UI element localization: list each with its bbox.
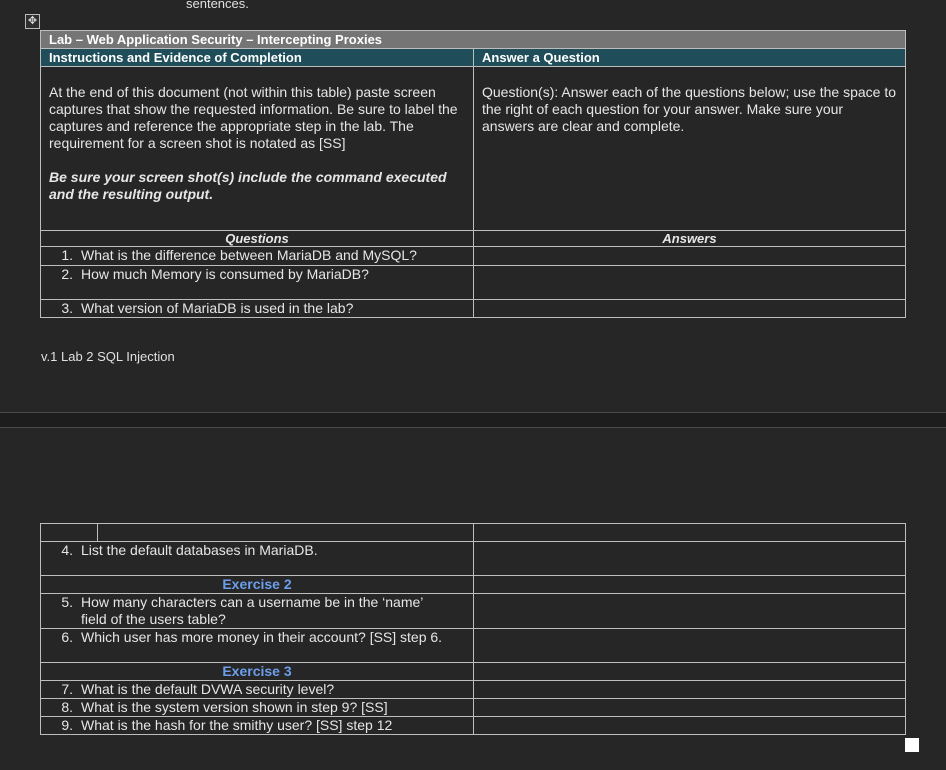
answer-cell-7[interactable]: [474, 681, 906, 699]
question-number: 5.: [61, 594, 73, 610]
question-cell-8[interactable]: [41, 699, 474, 717]
instructions-bold-text: Be sure your screen shot(s) include the command executed and the resulting output.: [49, 169, 447, 202]
table-row: [41, 542, 906, 576]
exercise-2-heading: Exercise 2: [41, 576, 474, 594]
instructions-header: Instructions and Evidence of Completion: [41, 49, 474, 67]
question-text: What is the hash for the smithy user? [SS] step 12: [81, 717, 393, 733]
table-row: [41, 629, 906, 663]
exercise-row: [41, 663, 906, 681]
question-number: 8.: [61, 699, 73, 715]
exercise-row: [41, 576, 906, 594]
blank-cell[interactable]: [474, 524, 906, 542]
question-cell-4[interactable]: [41, 542, 474, 576]
column-header-row: [41, 49, 906, 67]
answer-cell-blank[interactable]: [474, 576, 906, 594]
lab-table-continued: [40, 523, 906, 735]
instructions-cell[interactable]: [41, 67, 474, 231]
page-break: [0, 412, 946, 428]
answer-cell-blank[interactable]: [474, 663, 906, 681]
question-prompt-cell[interactable]: [474, 67, 906, 231]
table-resize-handle[interactable]: [905, 738, 919, 752]
answer-cell-1[interactable]: [474, 247, 906, 266]
answer-cell-2[interactable]: [474, 266, 906, 300]
answer-cell-3[interactable]: [474, 300, 906, 318]
answer-cell-4[interactable]: [474, 542, 906, 576]
table-title-row: [41, 31, 906, 49]
exercise-3-heading: Exercise 3: [41, 663, 474, 681]
question-prompt-text: Question(s): Answer each of the questions below; use the space to the right of each question for your answer. Make sure your answers are clear and complete.: [482, 84, 897, 134]
question-text: How many characters can a username be in the ‘name’ field of the users table?: [81, 594, 423, 627]
question-text: List the default databases in MariaDB.: [81, 542, 318, 558]
page-footer: v.1 Lab 2 SQL Injection: [41, 349, 175, 364]
instructions-row: [41, 67, 906, 231]
question-cell-2[interactable]: [41, 266, 474, 300]
table-row: [41, 266, 906, 300]
question-cell-7[interactable]: [41, 681, 474, 699]
answers-header: Answers: [474, 231, 906, 247]
answer-cell-6[interactable]: [474, 629, 906, 663]
question-text: How much Memory is consumed by MariaDB?: [81, 266, 369, 282]
table-row: [41, 300, 906, 318]
question-cell-3[interactable]: [41, 300, 474, 318]
previous-text-fragment: sentences.: [186, 0, 249, 11]
question-number: 4.: [61, 542, 73, 558]
question-number: 2.: [61, 266, 73, 282]
lab-table: [40, 30, 906, 318]
answer-header: Answer a Question: [474, 49, 906, 67]
table-row: [41, 247, 906, 266]
table-row: [41, 594, 906, 629]
table-row: [41, 717, 906, 735]
table-row: [41, 681, 906, 699]
instructions-text: At the end of this document (not within this table) paste screen captures that show the requested information. Be sure to label the captures and reference the appropriate step in the lab. The requirement for a screen shot is notated as [SS]: [49, 84, 458, 151]
question-text: What is the difference between MariaDB and MySQL?: [81, 247, 417, 263]
question-number: 9.: [61, 717, 73, 733]
question-cell-1[interactable]: [41, 247, 474, 266]
answer-cell-9[interactable]: [474, 717, 906, 735]
table-row: [41, 699, 906, 717]
blank-row: [41, 524, 906, 542]
question-text: What version of MariaDB is used in the lab?: [81, 300, 354, 316]
blank-cell[interactable]: [98, 524, 474, 542]
blank-cell[interactable]: [41, 524, 98, 542]
table-move-handle-icon[interactable]: ✥: [25, 14, 40, 29]
question-cell-5[interactable]: [41, 594, 474, 629]
table-title: Lab – Web Application Security – Intercepting Proxies: [41, 31, 906, 49]
question-text: What is the default DVWA security level?: [81, 681, 335, 697]
question-text: Which user has more money in their account? [SS] step 6.: [81, 629, 443, 645]
question-text: What is the system version shown in step 9? [SS]: [81, 699, 388, 715]
question-number: 1.: [61, 247, 73, 263]
question-number: 3.: [61, 300, 73, 316]
question-number: 6.: [61, 629, 73, 645]
answer-cell-8[interactable]: [474, 699, 906, 717]
questions-header: Questions: [41, 231, 474, 247]
question-cell-6[interactable]: [41, 629, 474, 663]
question-cell-9[interactable]: [41, 717, 474, 735]
question-number: 7.: [61, 681, 73, 697]
qa-header-row: [41, 231, 906, 247]
answer-cell-5[interactable]: [474, 594, 906, 629]
